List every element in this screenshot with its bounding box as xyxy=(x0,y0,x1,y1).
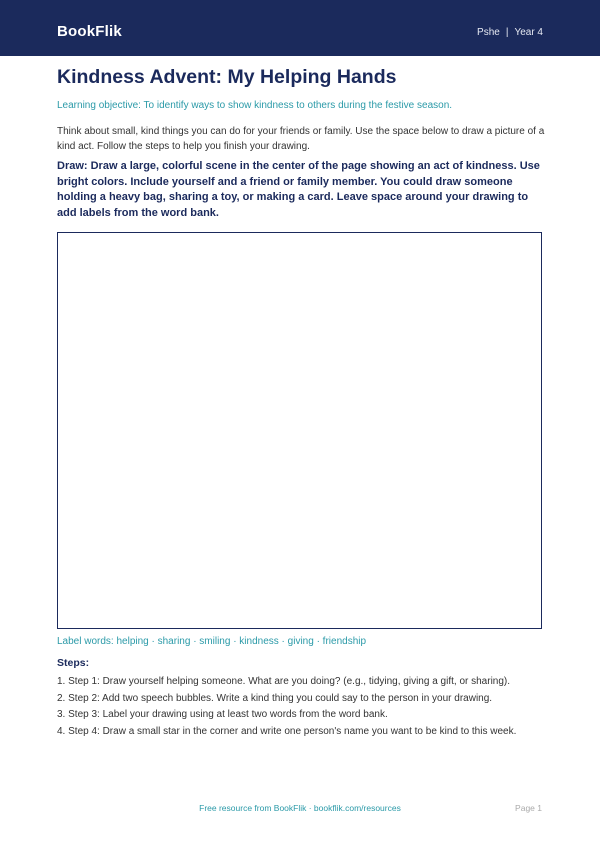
drawing-area[interactable] xyxy=(57,232,542,629)
intro-text: Think about small, kind things you can do for your friends or family. Use the space below to draw a picture of a kind act. Follow the steps to help you finish your drawing. xyxy=(57,126,545,152)
word-bank: Label words: helping · sharing · smiling · kindness · giving · friendship xyxy=(57,636,367,647)
subject-label: Pshe xyxy=(477,27,500,38)
step-item: 1. Step 1: Draw yourself helping someone. What are you doing? (e.g., tidying, giving a gift, or sharing). xyxy=(57,676,511,687)
learning-objective: Learning objective: To identify ways to show kindness to others during the festive season. xyxy=(57,100,453,111)
footer-credit[interactable]: Free resource from BookFlik · bookflik.com/resources xyxy=(199,803,401,813)
brand-logo[interactable]: BookFlik xyxy=(57,23,122,40)
step-item: 4. Step 4: Draw a small star in the corner and write one person's name you want to be kind to this week. xyxy=(57,725,517,737)
steps-heading: Steps: xyxy=(57,657,90,669)
draw-instruction: Draw: Draw a large, colorful scene in the center of the page showing an act of kindness. Use bright colors. Include yourself and a friend or family member. You could draw someone holding a heavy bag, sharing a toy, or making a card. Leave space around your drawing to add labels from the word bank. xyxy=(57,160,540,219)
meta-separator: | xyxy=(505,27,509,38)
page-number: Page 1 xyxy=(515,803,542,813)
page-title: Kindness Advent: My Helping Hands xyxy=(57,66,397,88)
year-label: Year 4 xyxy=(514,27,543,38)
step-item: 2. Step 2: Add two speech bubbles. Write a kind thing you could say to the person in your drawing. xyxy=(57,692,493,704)
header-bar xyxy=(0,0,600,56)
steps-list xyxy=(57,676,516,742)
step-item: 3. Step 3: Label your drawing using at least two words from the word bank. xyxy=(57,709,388,720)
header-meta xyxy=(477,27,543,38)
